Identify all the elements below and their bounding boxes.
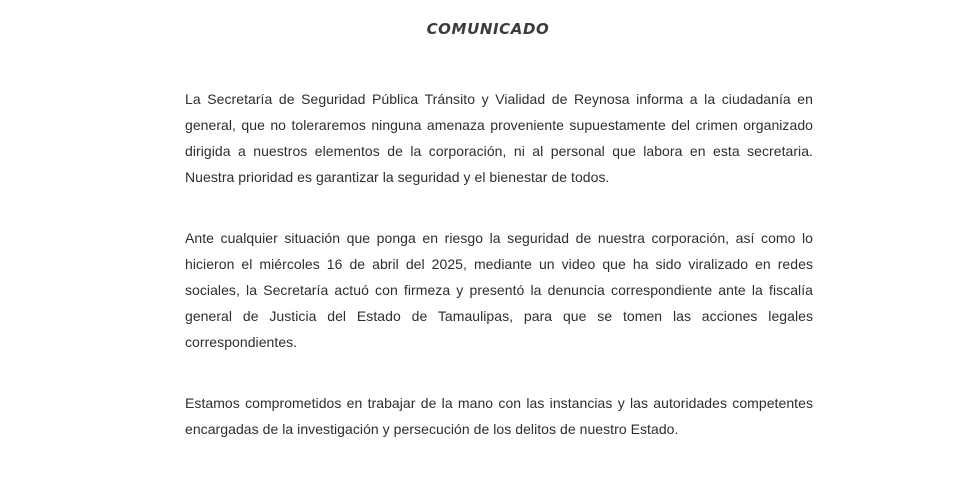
paragraph-1: La Secretaría de Seguridad Pública Tránsito y Vialidad de Reynosa informa a la ciudadanía en general, que no toleraremos ninguna amenaza proveniente supuestamente del crimen organizado dirigida a nuestros elementos de la corporación, ni al personal que labora en esta secretaria. Nuestra prioridad es garantizar la seguridad y el bienestar de todos. — [185, 91, 813, 185]
paragraph-3: Estamos comprometidos en trabajar de la mano con las instancias y las autoridades competentes encargadas de la investigación y persecución de los delitos de nuestro Estado. — [185, 395, 813, 437]
document-title: COMUNICADO — [426, 20, 550, 38]
paragraph-2: Ante cualquier situación que ponga en riesgo la seguridad de nuestra corporación, así como lo hicieron el miércoles 16 de abril del 2025, mediante un video que ha sido viralizado en redes sociales, la Secretaría actuó con firmeza y presentó la denuncia correspondiente ante la fiscalía general de Justicia del Estado de Tamaulipas, para que se tomen las acciones legales correspondientes. — [185, 230, 813, 350]
